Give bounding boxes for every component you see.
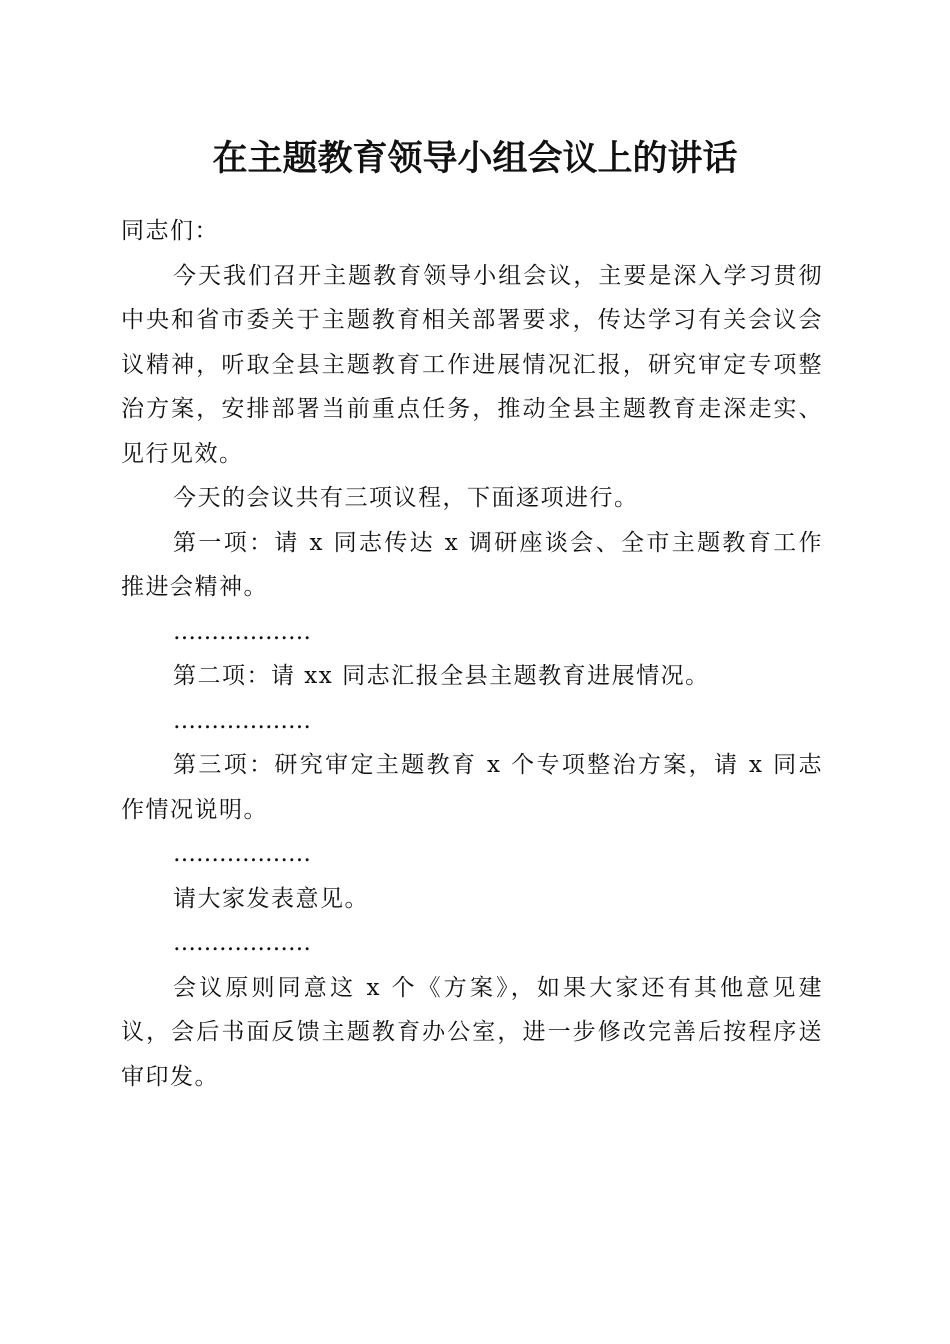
document-title: 在主题教育领导小组会议上的讲话 — [212, 138, 738, 179]
paragraph-agenda: 今天的会议共有三项议程，下面逐项进行。 — [173, 485, 639, 511]
paragraph-opinions: 请大家发表意见。 — [173, 885, 369, 912]
paragraph-intro: 今天我们召开主题教育领导小组会议，主要是深入学习贯彻中央和省市委关于主题教育相关部署要求，传达学习有关会议会议精神，听取全县主题教育工作进展情况汇报，研究审定专项整治方案，安排部署当前重点任务，推动全县主题教育走深走实、见行见效。 — [121, 262, 823, 467]
ellipsis-1: ……………… — [173, 618, 311, 645]
agenda-item-1: 第一项：请 x 同志传达 x 调研座谈会、全市主题教育工作推进会精神。 — [121, 529, 823, 600]
agenda-item-3: 第三项：研究审定主题教育 x 个专项整治方案，请 x 同志作情况说明。 — [121, 752, 823, 823]
agenda-item-2: 第二项：请 xx 同志汇报全县主题教育进展情况。 — [173, 663, 710, 689]
salutation: 同志们： — [121, 218, 219, 244]
ellipsis-2: ……………… — [173, 707, 311, 734]
paragraph-conclusion: 会议原则同意这 x 个《方案》，如果大家还有其他意见建议，会后书面反馈主题教育办公室，进一步修改完善后按程序送审印发。 — [121, 974, 823, 1090]
ellipsis-3: ……………… — [173, 841, 311, 867]
document-body — [121, 209, 823, 1099]
ellipsis-4: ……………… — [173, 930, 311, 956]
